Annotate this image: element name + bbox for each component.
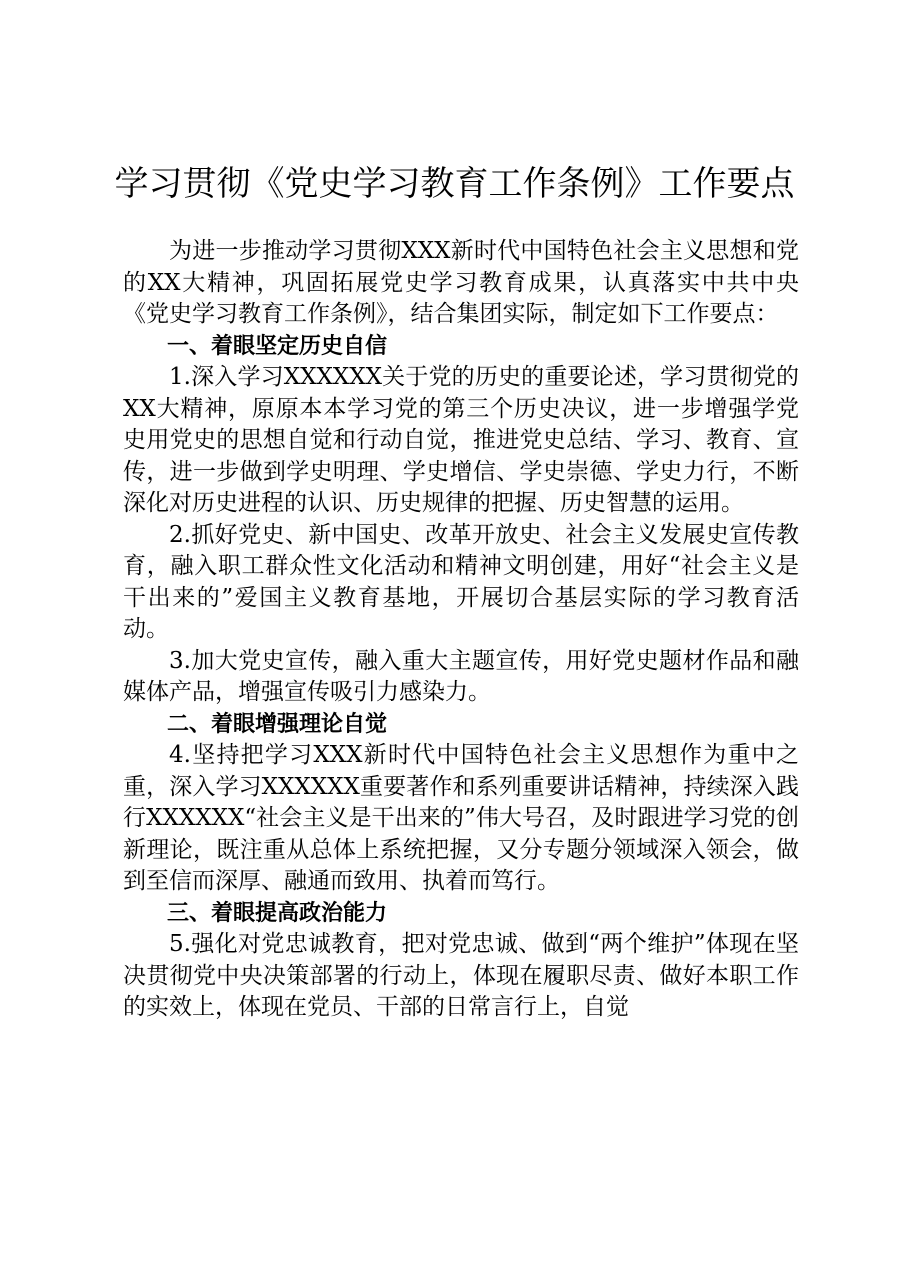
section-heading-1: 一、着眼坚定历史自信 — [167, 333, 388, 359]
document-title: 学习贯彻《党史学习教育工作条例》工作要点 — [114, 164, 795, 204]
section-1-item-1: 1.深入学习XXXXXX关于党的历史的重要论述，学习贯彻党的XX大精神，原原本本学习党的第三个历史决议，进一步增强学党史用党史的思想自觉和行动自觉，推进党史总结、学习、教育、宣传，进一步做到学史明理、学史增信、学史崇德、学史力行，不断深化对历史进程的认识、历史规律的把握、历史智慧的运用。 — [123, 364, 799, 516]
section-heading-2: 二、着眼增强理论自觉 — [167, 711, 388, 737]
intro-paragraph: 为进一步推动学习贯彻XXX新时代中国特色社会主义思想和党的XX大精神，巩固拓展党史学习教育成果，认真落实中共中央《党史学习教育工作条例》，结合集团实际，制定如下工作要点： — [123, 238, 799, 327]
section-heading-3: 三、着眼提高政治能力 — [167, 900, 388, 926]
section-2-item-1: 4.坚持把学习XXX新时代中国特色社会主义思想作为重中之重，深入学习XXXXXX重要著作和系列重要讲话精神，持续深入践行XXXXXX“社会主义是干出来的”伟大号召，及时跟进学习党的创新理论，既注重从总体上系统把握，又分专题分领域深入领会，做到至信而深厚、融通而致用、执着而笃行。 — [123, 742, 799, 894]
section-3-item-1: 5.强化对党忠诚教育，把对党忠诚、做到“两个维护”体现在坚决贯彻党中央决策部署的行动上，体现在履职尽责、做好本职工作的实效上，体现在党员、干部的日常言行上，自觉 — [123, 931, 799, 1020]
section-1-item-3: 3.加大党史宣传，融入重大主题宣传，用好党史题材作品和融媒体产品，增强宣传吸引力感染力。 — [123, 647, 799, 705]
section-1-item-2: 2.抓好党史、新中国史、改革开放史、社会主义发展史宣传教育，融入职工群众性文化活动和精神文明创建，用好“社会主义是干出来的”爱国主义教育基地，开展切合基层实际的学习教育活动。 — [123, 521, 799, 642]
document-body — [123, 236, 799, 1024]
